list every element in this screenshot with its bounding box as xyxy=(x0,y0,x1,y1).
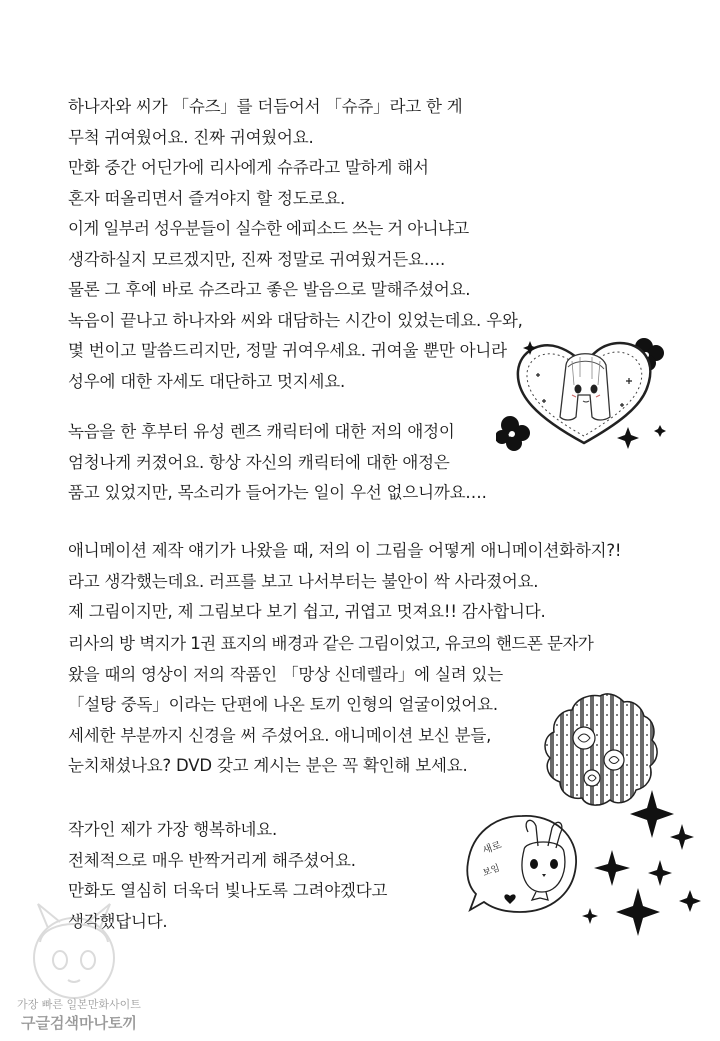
sparkle-decoration xyxy=(560,790,710,940)
text-line: 생각하실지 모르겠지만, 진짜 정말로 귀여웠거든요…. xyxy=(68,249,446,269)
text-line: 라고 생각했는데요. 러프를 보고 나서부터는 불안이 싹 사라졌어요. xyxy=(68,571,539,591)
text-line: 제 그림이지만, 제 그림보다 보기 쉽고, 귀엽고 멋져요!! 감사합니다. xyxy=(68,602,546,621)
text-line: 작가인 제가 가장 행복하네요. xyxy=(68,820,278,839)
heart-girl-illustration xyxy=(496,325,672,455)
text-line: 리사의 방 벽지가 1권 표지의 배경과 같은 그림이었고, 유코의 핸드폰 문자가 xyxy=(68,634,594,653)
text-line: 눈치채셨나요? DVD 갖고 계시는 분은 꼭 확인해 보세요. xyxy=(68,756,468,775)
text-line: 녹음을 한 후부터 유성 렌즈 캐릭터에 대한 저의 애정이 xyxy=(68,422,455,441)
text-line: 성우에 대한 자세도 대단하고 멋지세요. xyxy=(68,371,346,391)
text-line: 무척 귀여웠어요. 진짜 귀여웠어요. xyxy=(68,127,314,147)
text-line: 혼자 떠올리면서 즐겨야지 할 정도로요. xyxy=(68,188,346,208)
text-line: 물론 그 후에 바로 슈즈라고 좋은 발음으로 말해주셨어요. xyxy=(68,280,471,299)
text-line: 「설탕 중독」이라는 단편에 나온 토끼 인형의 얼굴이었어요. xyxy=(68,695,498,714)
rabbit-speech-bubble xyxy=(462,810,582,920)
text-line: 왔을 때의 영상이 저의 작품인 「망상 신데렐라」에 실려 있는 xyxy=(68,664,503,684)
bubble-label-top: 새로 xyxy=(481,839,504,857)
text-line: 만화도 열심히 더욱더 빛나도록 그려야겠다고 xyxy=(68,881,388,900)
text-line: 품고 있었지만, 목소리가 들어가는 일이 우선 없으니까요…. xyxy=(68,483,487,502)
watermark-site-name: 구글검색마나토끼 xyxy=(21,1014,137,1032)
text-line: 생각했답니다. xyxy=(68,911,168,931)
text-line: 세세한 부분까지 신경을 써 주셨어요. 애니메이션 보신 분들, xyxy=(68,725,492,745)
bubble-label-bottom: 보임 xyxy=(481,863,502,879)
text-line: 이게 일부러 성우분들이 실수한 에피소드 쓰는 거 아니냐고 xyxy=(68,219,469,238)
text-line: 전체적으로 매우 반짝거리게 해주셨어요. xyxy=(68,850,356,870)
text-line: 하나자와 씨가 「슈즈」를 더듬어서 「슈쥬」라고 한 게 xyxy=(68,97,463,116)
paragraph-3 xyxy=(68,536,628,628)
text-line: 녹음이 끝나고 하나자와 씨와 대담하는 시간이 있었는데요. 우와, xyxy=(68,310,523,330)
text-line: 몇 번이고 말씀드리지만, 정말 귀여우세요. 귀여울 뿐만 아니라 xyxy=(68,341,507,360)
text-line: 엄청나게 커졌어요. 항상 자신의 캐릭터에 대한 애정은 xyxy=(68,452,450,472)
watermark-caption: 가장 빠른 일본만화사이트 xyxy=(17,998,141,1011)
text-line: 애니메이션 제작 얘기가 나왔을 때, 저의 이 그림을 어떻게 애니메이션화하지?! xyxy=(68,541,622,560)
text-line: 만화 중간 어딘가에 리사에게 슈쥬라고 말하게 해서 xyxy=(68,158,429,177)
